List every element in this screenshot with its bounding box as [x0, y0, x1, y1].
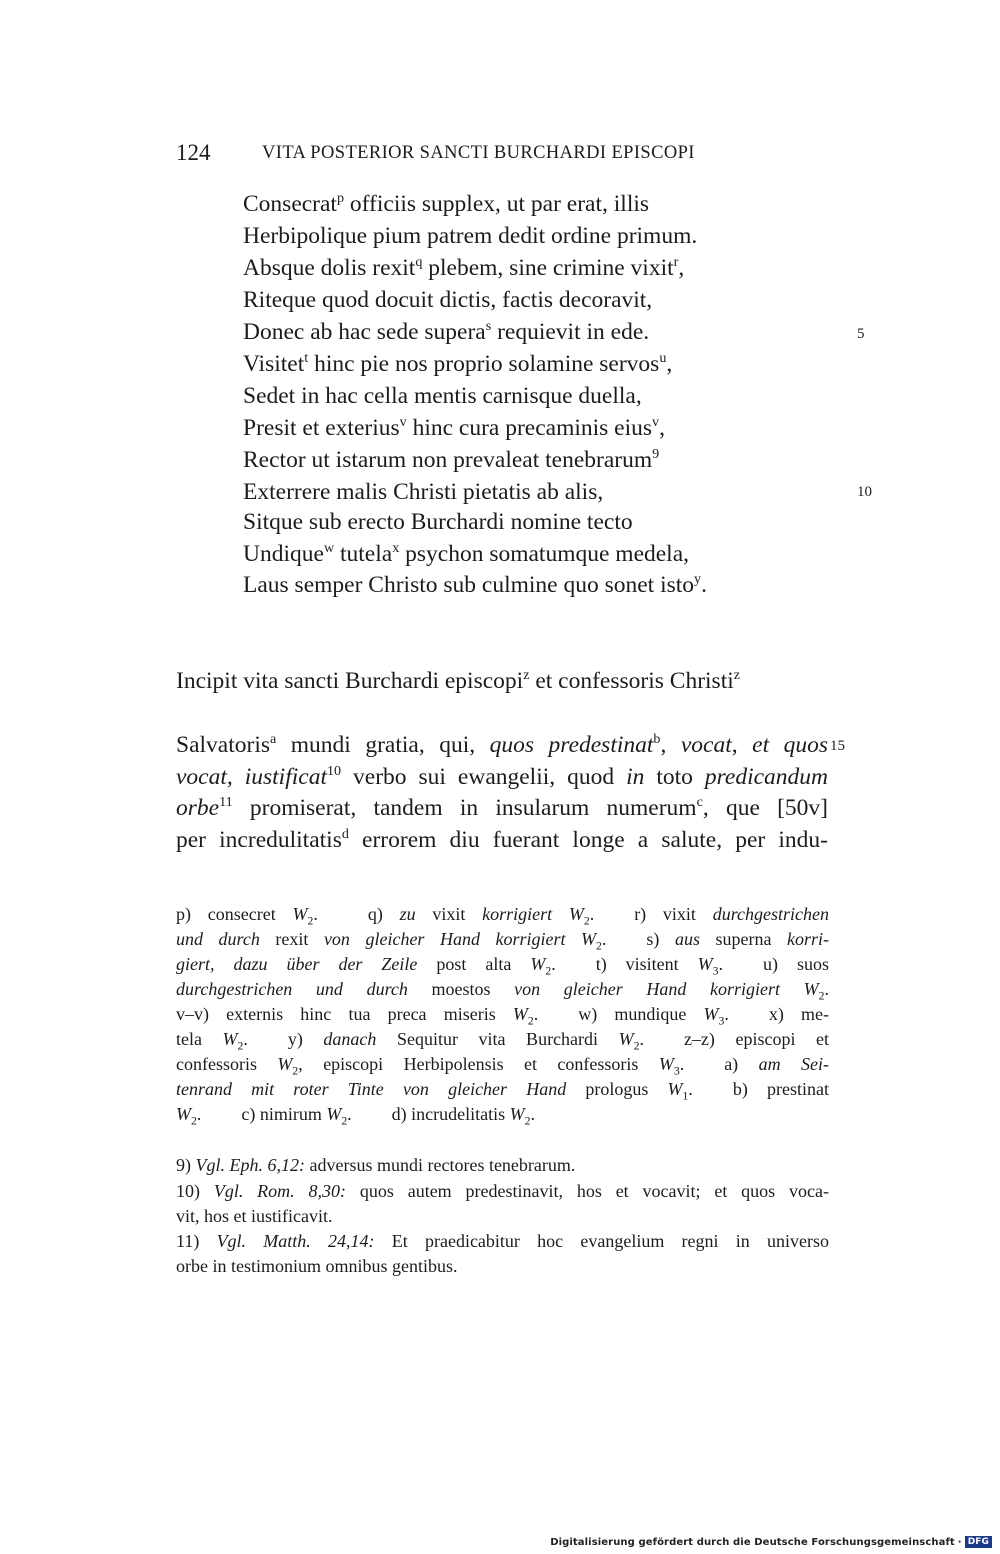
verse-line: Presit et exterius$^v$ hinc cura precaminis eius$^v$, [243, 414, 665, 441]
verse-line: Sedet in hac cella mentis carnisque duella, [243, 383, 642, 409]
line-number: 15 [830, 738, 845, 754]
running-title: VITA POSTERIOR SANCTI BURCHARDI EPISCOPI [262, 143, 695, 163]
credit-text: Digitalisierung gefördert durch die Deutsche Forschungsgemeinschaft [550, 1536, 955, 1548]
apparatus-line: $W_2$. c) nimirum $W_2$. d) incrudelitatis $W_2$. [176, 1104, 535, 1128]
verse-line: Laus semper Christo sub culmine quo sonet isto$^y$. [243, 571, 707, 598]
prose-line: Salvatoris$^a$ mundi gratia, qui, quos predestinat$^b$, vocat, et quos [176, 731, 829, 758]
apparatus-line: tela $W_2$. y) danach Sequitur vita Burchardi $W_2$. z–z) episcopi et [176, 1029, 829, 1053]
apparatus-line: giert, dazu über der Zeile post alta $W_2$. t) visitent $W_3$. u) suos [176, 954, 829, 978]
prose-line: per incredulitatis$^d$ errorem diu fuerant longe a salute, per indu- [176, 826, 828, 853]
verse-line: Riteque quod docuit dictis, factis decoravit, [243, 287, 653, 313]
verse-line: Consecrat$^p$ officiis supplex, ut par erat, illis [243, 190, 650, 217]
verse-line: Rector ut istarum non prevaleat tenebrarum$^9$ [243, 446, 660, 473]
line-number: 10 [857, 484, 872, 500]
note-line: vit, hos et iustificavit. [176, 1206, 333, 1226]
apparatus-line: durchgestrichen und durch moestos von gleicher Hand korrigiert $W_2$. [176, 979, 829, 1003]
digitization-credit: Digitalisierung gefördert durch die Deutsche Forschungsgemeinschaft · DFG [550, 1536, 992, 1548]
note-line: 10) Vgl. Rom. 8,30: quos autem predestinavit, hos et vocavit; et quos voca- [176, 1181, 829, 1201]
line-number: 5 [857, 326, 865, 342]
apparatus-line: v–v) externis hinc tua preca miseris $W_2$. w) mundique $W_3$. x) me- [176, 1004, 830, 1028]
apparatus-line: tenrand mit roter Tinte von gleicher Hand prologus $W_1$. b) prestinat [176, 1079, 830, 1103]
verse-line: Exterrere malis Christi pietatis ab alis, [243, 479, 604, 505]
note-line: 11) Vgl. Matth. 24,14: Et praedicabitur hoc evangelium regni in universo [176, 1231, 829, 1251]
incipit-heading: Incipit vita sancti Burchardi episcopi$^z$ et confessoris Christi$^z$ [176, 667, 741, 694]
apparatus-line: p) consecret $W_2$. q) zu vixit korrigiert $W_2$. r) vixit durchgestrichen [176, 904, 829, 928]
verse-line: Visitet$^t$ hinc pie nos proprio solamine servos$^u$, [243, 350, 673, 377]
page-number: 124 [176, 140, 211, 165]
prose-line: orbe$^{11}$ promiserat, tandem in insularum numerum$^c$, que [50v] [176, 794, 828, 821]
verse-line: Sitque sub erecto Burchardi nomine tecto [243, 509, 633, 535]
apparatus-line: confessoris $W_2$, episcopi Herbipolensis et confessoris $W_3$. a) am Sei- [176, 1054, 830, 1078]
verse-line: Undique$^w$ tutela$^x$ psychon somatumque medela, [243, 540, 690, 567]
dfg-logo-icon: DFG [965, 1536, 992, 1548]
note-line: orbe in testimonium omnibus gentibus. [176, 1256, 458, 1276]
note-line: 9) Vgl. Eph. 6,12: adversus mundi rectores tenebrarum. [176, 1155, 576, 1175]
verse-line: Absque dolis rexit$^q$ plebem, sine crimine vixit$^r$, [243, 254, 685, 281]
apparatus-line: und durch rexit von gleicher Hand korrigiert $W_2$. s) aus superna korri- [176, 929, 830, 953]
verse-line: Herbipolique pium patrem dedit ordine primum. [243, 223, 698, 249]
verse-line: Donec ab hac sede supera$^s$ requievit in ede. [243, 318, 650, 345]
prose-line: vocat, iustificat$^{10}$ verbo sui ewangelii, quod in toto predicandum [176, 763, 828, 790]
